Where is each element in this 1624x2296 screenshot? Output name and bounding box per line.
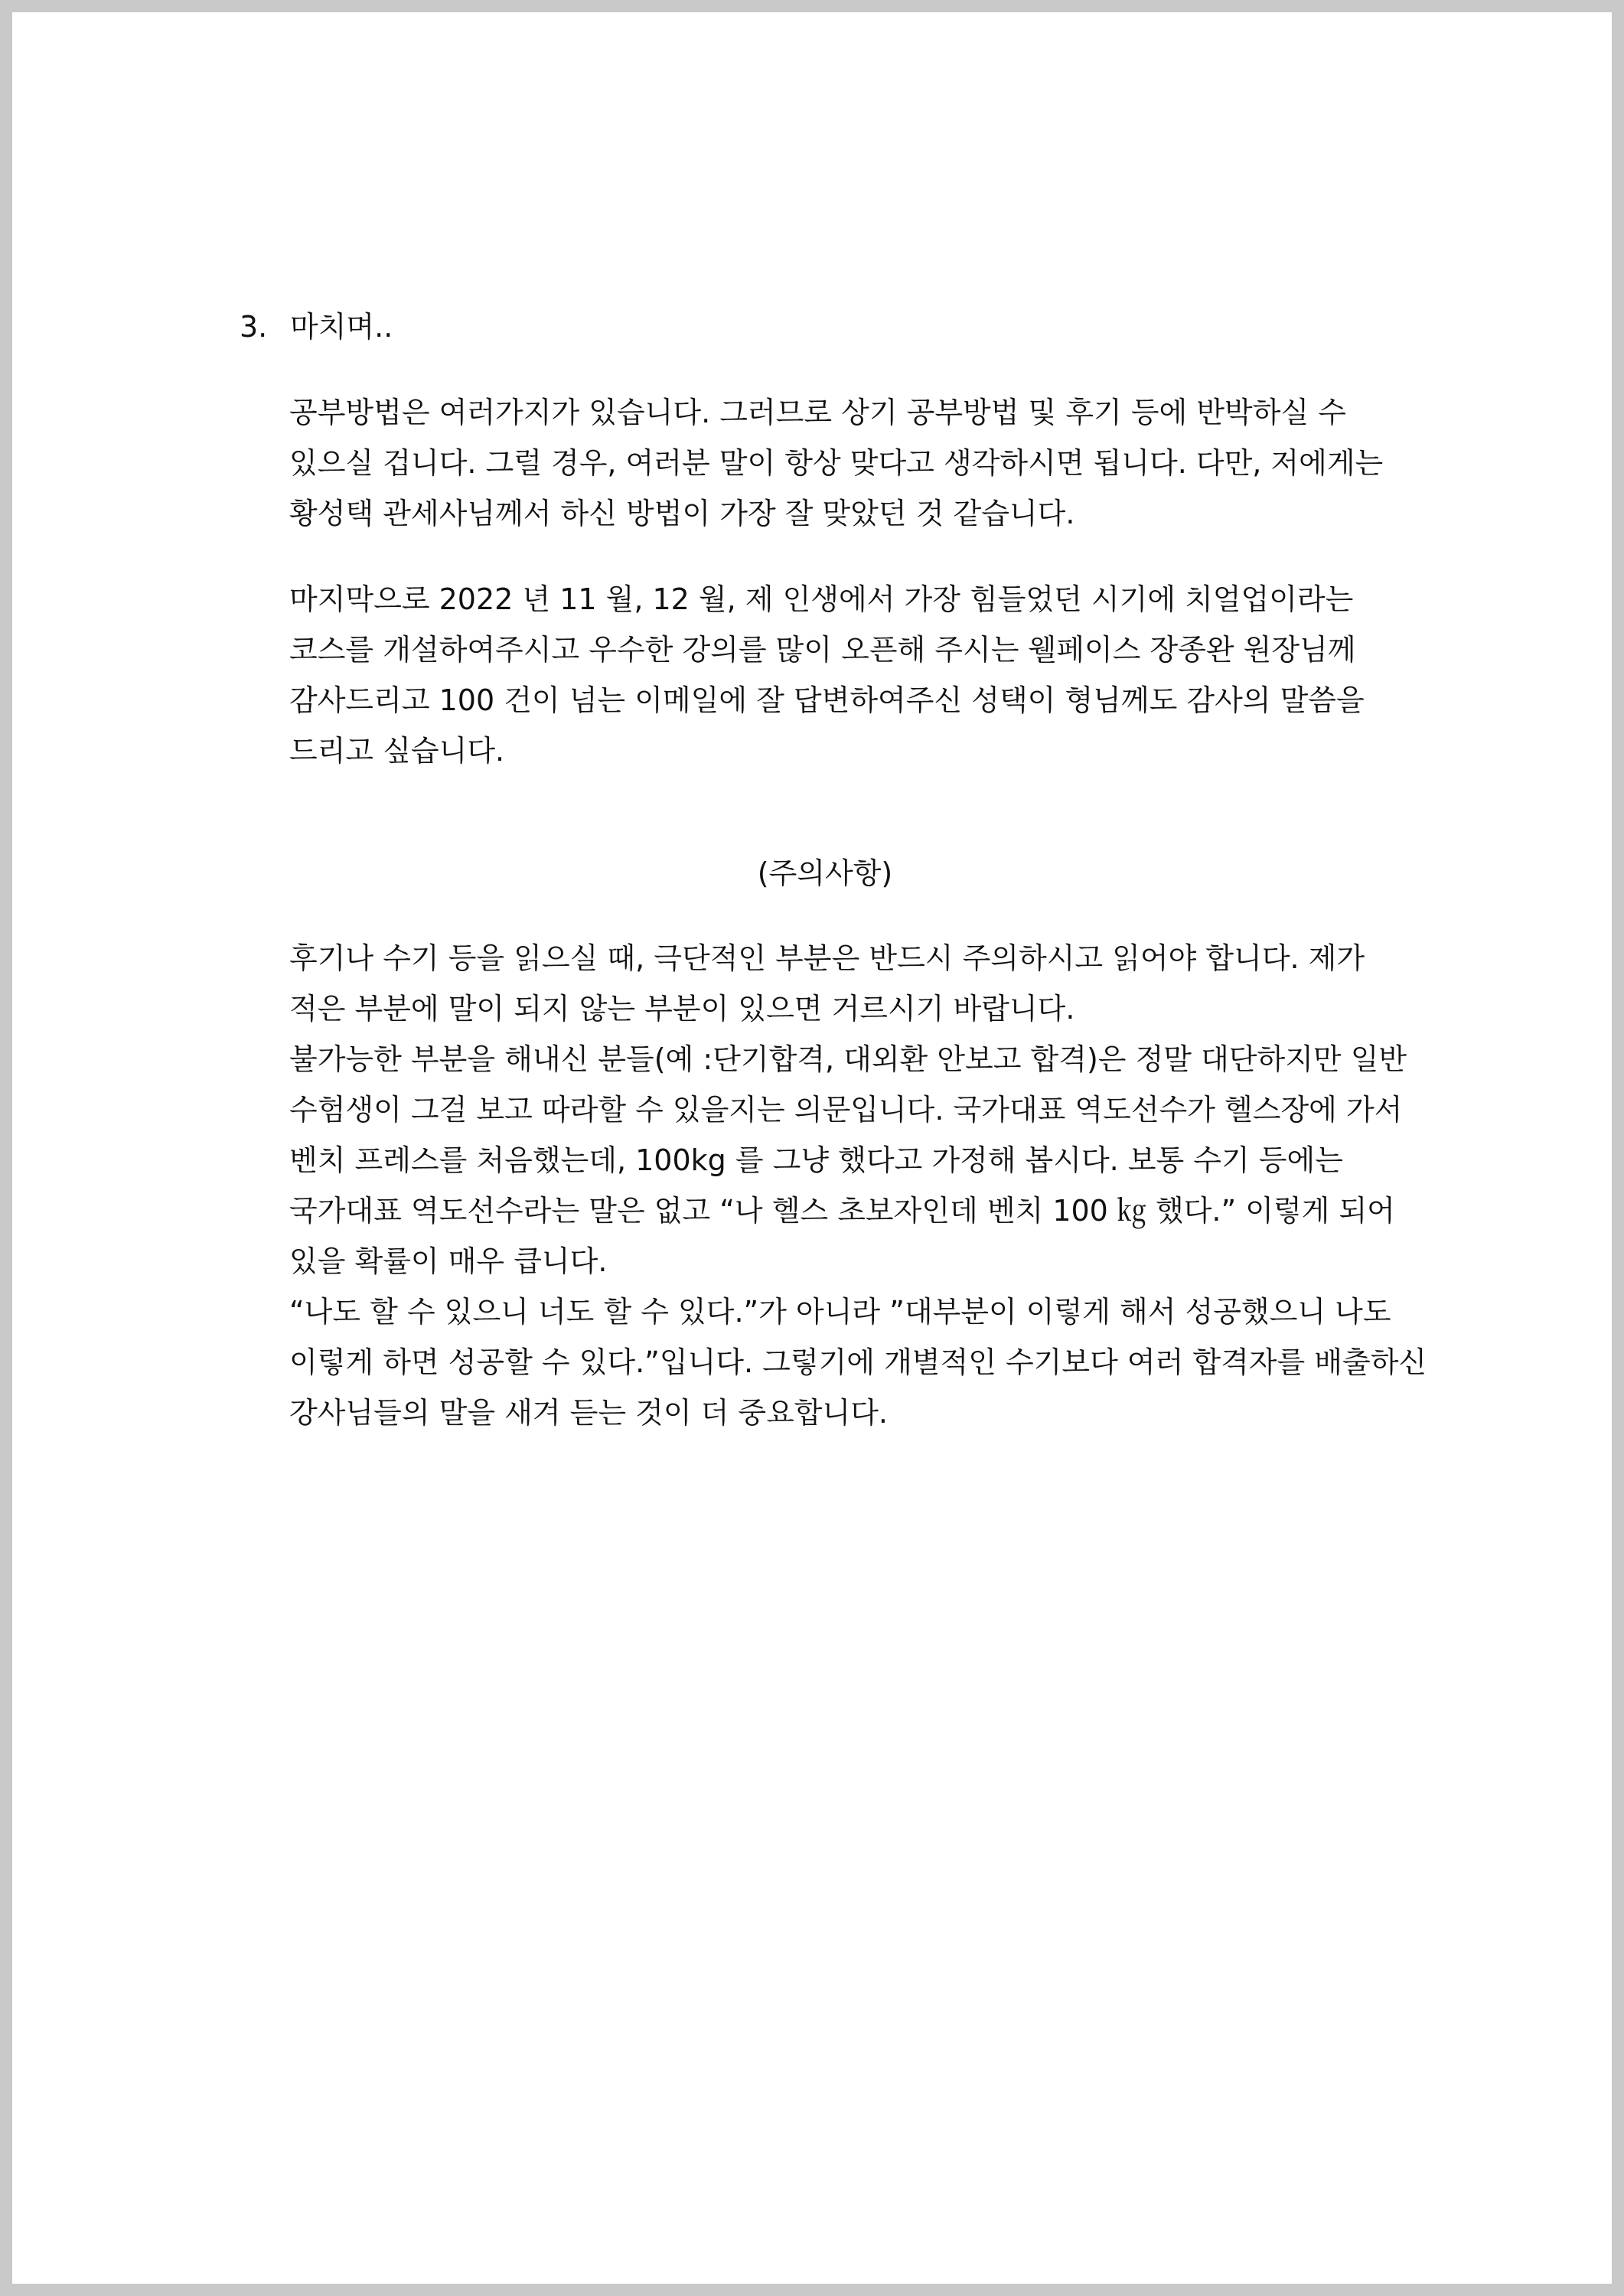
- paragraph-line: 드리고 싶습니다.: [289, 734, 505, 768]
- notice-line: “나도 할 수 있으니 너도 할 수 있다.”가 아니라 ”대부분이 이렇게 해서 성공했으니 나도: [289, 1295, 1391, 1329]
- notice-line: 있을 확률이 매우 큽니다.: [289, 1244, 608, 1278]
- notice-line: 적은 부분에 말이 되지 않는 부분이 있으면 거르시기 바랍니다.: [289, 992, 1075, 1026]
- section-number: 3.: [240, 310, 268, 344]
- paragraph-line: 황성택 관세사님께서 하신 방법이 가장 잘 맞았던 것 같습니다.: [289, 497, 1075, 530]
- notice-line: 국가대표 역도선수라는 말은 없고 “나 헬스 초보자인데 벤치 100 ㎏ 했다.” 이렇게 되어: [289, 1194, 1395, 1228]
- notice-line: 후기나 수기 등을 읽으실 때, 극단적인 부분은 반드시 주의하시고 읽어야 합니다. 제가: [289, 941, 1365, 975]
- paragraph-line: 있으실 겁니다. 그럴 경우, 여러분 말이 항상 맞다고 생각하시면 됩니다. 다만, 저에게는: [289, 446, 1384, 480]
- notice-line: 벤치 프레스를 처음했는데, 100kg 를 그냥 했다고 가정해 봅시다. 보통 수기 등에는: [289, 1143, 1343, 1177]
- notice-body: [289, 933, 1453, 1438]
- notice-title: (주의사항): [757, 856, 893, 890]
- document-page: [12, 12, 1612, 2284]
- section-heading: [240, 302, 393, 352]
- paragraph-line: 감사드리고 100 건이 넘는 이메일에 잘 답변하여주신 성택이 형님께도 감사의 말씀을: [289, 683, 1365, 717]
- paragraph-line: 공부방법은 여러가지가 있습니다. 그러므로 상기 공부방법 및 후기 등에 반박하실 수: [289, 396, 1346, 429]
- notice-line: 강사님들의 말을 새겨 듣는 것이 더 중요합니다.: [289, 1396, 889, 1430]
- paragraph-acknowledgements: [289, 574, 1453, 776]
- notice-line: 불가능한 부분을 해내신 분들(예 :단기합격, 대외환 안보고 합격)은 정말 대단하지만 일반: [289, 1042, 1407, 1076]
- paragraph-line: 코스를 개설하여주시고 우수한 강의를 많이 오픈해 주시는 웰페이스 장종완 원장님께: [289, 633, 1356, 667]
- notice-line: 수험생이 그걸 보고 따라할 수 있을지는 의문입니다. 국가대표 역도선수가 헬스장에 가서: [289, 1093, 1403, 1127]
- paragraph-line: 마지막으로 2022 년 11 월, 12 월, 제 인생에서 가장 힘들었던 시기에 치얼업이라는: [289, 582, 1354, 616]
- notice-line: 이렇게 하면 성공할 수 있다.”입니다. 그렇기에 개별적인 수기보다 여러 합격자를 배출하신: [289, 1345, 1427, 1379]
- paragraph-study-methods: [289, 387, 1453, 539]
- section-title: 마치며..: [290, 310, 393, 344]
